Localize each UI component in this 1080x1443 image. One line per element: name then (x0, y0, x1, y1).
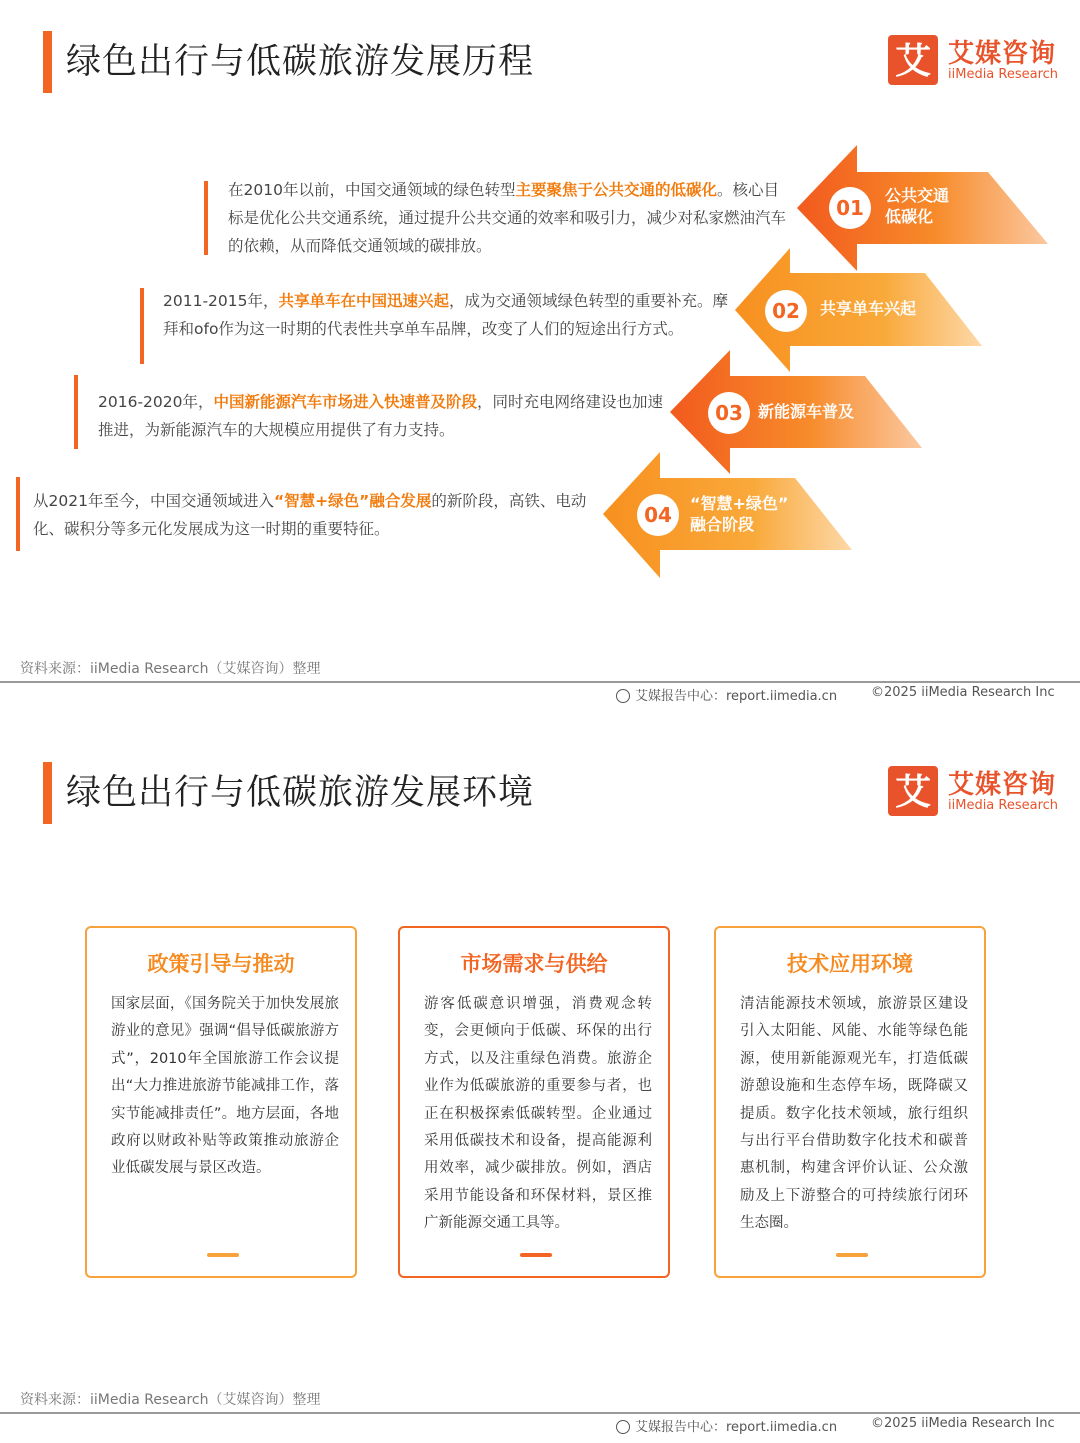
stage-description-01: 在2010年以前，中国交通领域的绿色转型主要聚焦于公共交通的低碳化。核心目标是优化公共交通系统，通过提升公共交通的效率和吸引力，减少对私家燃油汽车的依赖，从而降低交通领域的碳排放。 (228, 181, 787, 255)
stage-number-03: 03 (708, 392, 750, 434)
stage-label-04: “智慧+绿色” 融合阶段 (690, 494, 789, 534)
page-title: 绿色出行与低碳旅游发展环境 (66, 773, 535, 813)
stage-bar-03 (74, 375, 78, 449)
logo-name-en: iiMedia Research (948, 67, 1059, 82)
card-body: 游客低碳意识增强，消费观念转变，会更倾向于低碳、环保的出行方式，以及注重绿色消费。旅游企业作为低碳旅游的重要参与者，也正在积极探索低碳转型。企业通过采用低碳技术和设备，提高能源利用效率，减少碳排放。例如，酒店采用节能设备和环保材料，景区推广新能源交通工具等。 (424, 996, 652, 1232)
footer-divider (0, 681, 1080, 683)
stage-label-03: 新能源车普及 (758, 402, 855, 421)
source-note: 资料来源：iiMedia Research（艾媒咨询）整理 (20, 661, 321, 677)
title-accent-bar (43, 762, 52, 824)
source-note: 资料来源：iiMedia Research（艾媒咨询）整理 (20, 1392, 321, 1408)
footer-copyright: ©2025 iiMedia Research Inc (871, 1416, 1055, 1431)
stage-description-04: 从2021年至今，中国交通领域进入“智慧+绿色”融合发展的新阶段，高铁、电动化、碳积分等多元化发展成为这一时期的重要特征。 (33, 492, 587, 538)
slide-development-environment (0, 731, 1080, 1443)
footer-site[interactable]: 艾媒报告中心：report.iimedia.cn (616, 1416, 837, 1435)
logo-name-en: iiMedia Research (948, 798, 1059, 813)
card-policy (85, 926, 357, 1278)
card-title: 技术应用环境 (787, 952, 913, 976)
logo-name-cn: 艾媒咨询 (948, 39, 1057, 69)
stage-number-04: 04 (637, 494, 679, 536)
card-accent-bar (836, 1253, 868, 1257)
globe-icon (616, 1420, 630, 1434)
logo-name-cn: 艾媒咨询 (948, 770, 1057, 800)
stage-bar-01 (204, 181, 208, 255)
stage-description-03: 2016-2020年，中国新能源汽车市场进入快速普及阶段，同时充电网络建设也加速推进，为新能源汽车的大规模应用提供了有力支持。 (98, 393, 664, 439)
stage-description-02: 2011-2015年，共享单车在中国迅速兴起，成为交通领域绿色转型的重要补充。摩拜和ofo作为这一时期的代表性共享单车品牌，改变了人们的短途出行方式。 (163, 292, 729, 338)
stage-label-02: 共享单车兴起 (820, 299, 917, 318)
slide-development-history (0, 0, 1080, 712)
stage-bar-02 (140, 288, 144, 364)
card-technology (714, 926, 986, 1278)
footer-divider (0, 1412, 1080, 1414)
stage-number-01: 01 (829, 187, 871, 229)
card-title: 政策引导与推动 (147, 952, 295, 976)
stage-bar-04 (16, 477, 20, 551)
card-title: 市场需求与供给 (460, 952, 608, 976)
card-body: 清洁能源技术领域，旅游景区建设引入太阳能、风能、水能等绿色能源，使用新能源观光车，打造低碳游憩设施和生态停车场，既降碳又提质。数字化技术领域，旅行组织与出行平台借助数字化技术和碳普惠机制，构建含评价认证、公众激励及上下游整合的可持续旅行闭环生态圈。 (740, 996, 968, 1232)
logo-mark-icon (888, 766, 938, 816)
page-title: 绿色出行与低碳旅游发展历程 (66, 42, 535, 82)
card-accent-bar (520, 1253, 552, 1257)
stage-label-01: 公共交通 低碳化 (885, 186, 950, 226)
card-market (398, 926, 670, 1278)
logo-char: 艾 (894, 772, 932, 813)
footer-site[interactable]: 艾媒报告中心：report.iimedia.cn (616, 685, 837, 704)
globe-icon (616, 689, 630, 703)
stage-number-02: 02 (765, 290, 807, 332)
logo-char: 艾 (894, 41, 932, 82)
card-accent-bar (207, 1253, 239, 1257)
brand-logo (888, 766, 1068, 818)
card-body: 国家层面，《国务院关于加快发展旅游业的意见》强调“倡导低碳旅游方式”，2010年全国旅游工作会议提出“大力推进旅游节能减排工作，落实节能减排责任”。地方层面，各地政府以财政补贴等政策推动旅游企业低碳发展与景区改造。 (111, 996, 339, 1177)
footer-copyright: ©2025 iiMedia Research Inc (871, 685, 1055, 700)
